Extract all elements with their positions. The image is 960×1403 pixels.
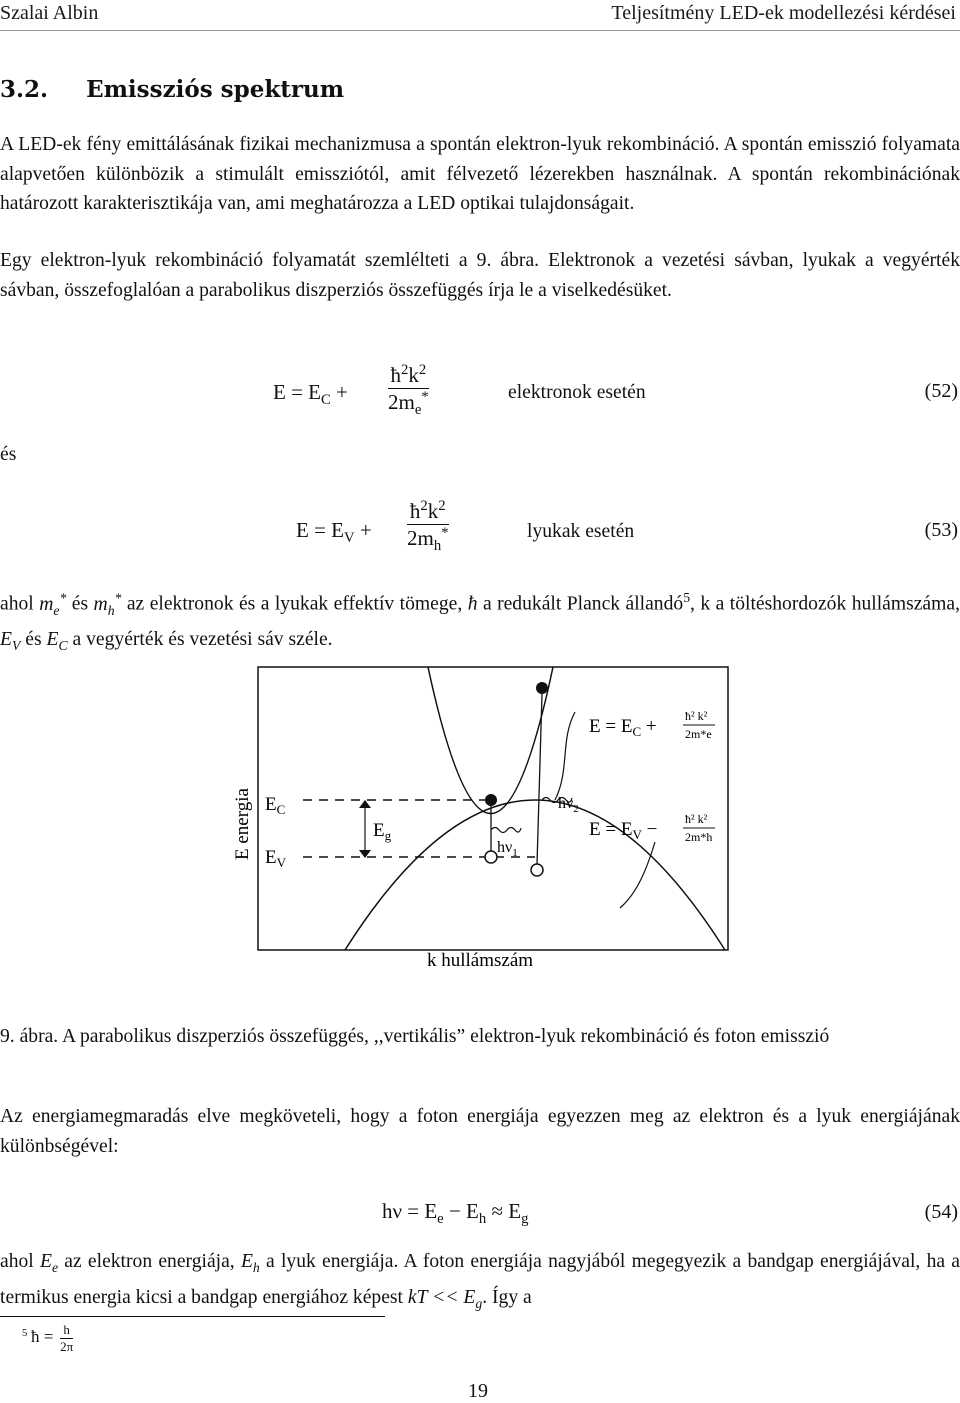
p3-text-b: és (71, 593, 89, 615)
hole-circle-low (531, 864, 543, 876)
p5-text-d: . Így a (482, 1286, 532, 1308)
ec-label: $E_C$ (265, 794, 286, 817)
p3-text-c: az elektronok és a lyukak effektív tömege, (126, 593, 463, 615)
caption-text: A parabolikus diszperziós összefüggés, ,,vertikális” elektron-lyuk rekombináció és foton emisszió (62, 1026, 830, 1047)
p3-text-e: , k a töltéshordozók hullámszáma, (690, 593, 960, 615)
ev-label: $E_V$ (265, 847, 286, 870)
electron-dot (485, 794, 497, 806)
section-title: Emissziós spektrum (86, 76, 345, 103)
equation-52: $E = E_C$ + $\frac{ħ^2k^2}{2m_e^*}$ (273, 362, 429, 419)
photon-1-wave (491, 828, 521, 833)
equation-53: $E = E_V$ + $\frac{ħ^2k^2}{2m_h^*}$ (296, 498, 449, 555)
paragraph-5: ahol $E_e$ az elektron energiája, $E_h$ a lyuk energiája. A foton energiája nagyjából megegyezik a bandgap energiájával, ha a termikus energia kicsi a bandgap energiához képest kT << $E_g$. Így a (0, 1251, 960, 1311)
equation-54: $h\nu = E_e - E_h \approx E_g$ (382, 1199, 529, 1228)
band-diagram-figure (225, 660, 765, 980)
equation-52-label: elektronok esetén (508, 382, 646, 403)
paragraph-4: Az energiamegmaradás elve megköveteli, hogy a foton energiája egyezzen meg az elektron és a lyuk energiájának különbségével: (0, 1106, 960, 1157)
hv2-label: $h\nu_2$ (558, 795, 579, 815)
paragraph-3: ahol $m_e^*$ és $m_h^*$ az elektronok és a lyukak effektív tömege, ħ a redukált Planck állandó$^5$, k a töltéshordozók hullámszáma, $E_V$ és $E_C$ a vegyérték és vezetési sáv széle. (0, 590, 960, 653)
eg-label: $E_g$ (373, 820, 392, 843)
p3-text-f: és (25, 629, 42, 651)
electron-dot-high (536, 682, 548, 694)
p5-text-a: ahol (0, 1251, 34, 1272)
page-number: 19 (468, 1380, 488, 1402)
equation-53-label: lyukak esetén (527, 521, 635, 542)
figure-frame (258, 667, 728, 950)
hv1-label: $h\nu_1$ (497, 839, 518, 859)
p3-text-d: a redukált Planck állandó (482, 593, 684, 615)
running-header-title: Teljesítmény LED-ek modellezési kérdései (611, 2, 956, 24)
svg-text:2m*h: 2m*h (685, 830, 713, 844)
running-header-author: Szalai Albin (0, 2, 99, 24)
footnote: $^5$ ħ = $\frac{h}{2\pi}$ (22, 1322, 74, 1354)
footnote-mark: 5 (22, 1327, 28, 1339)
p3-text-a: ahol (0, 593, 34, 615)
y-axis-label: E energia (232, 788, 253, 860)
ev-formula: $E = E_V$ − (589, 819, 658, 842)
paragraph-1: A LED-ek fény emittálásának fizikai mechanizmusa a spontán elektron-lyuk rekombináció. A spontán emisszió folyamata alapvetően különbözik a stimulált emissziótól, amit félvezető lézerekben használnak. A spontán rekombinációnak határozott karakterisztikája van, ami meghatározza a LED optikai tulajdonságait. (0, 134, 960, 215)
x-axis-label: k hullámszám (427, 950, 534, 971)
hole-circle (485, 851, 497, 863)
paragraph-2: Egy elektron-lyuk rekombináció folyamatát szemlélteti a 9. ábra. Elektronok a vezetési sávban, lyukak a vegyérték sávban, összefoglalóan a parabolikus diszperziós összefüggés írja le a viselkedésüket. (0, 250, 960, 301)
svg-text:ħ² k²: ħ² k² (685, 812, 708, 826)
pointer-ec (555, 712, 575, 800)
figure-caption (0, 1022, 960, 1052)
conduction-band-curve (428, 667, 553, 814)
svg-text:2m*e: 2m*e (685, 727, 712, 741)
section-number: 3.2. (0, 76, 49, 103)
transition-2 (537, 694, 542, 864)
footnote-rule (0, 1316, 385, 1317)
section-heading (0, 76, 344, 103)
equation-52-number: (52) (924, 380, 958, 402)
p5-text-c: a lyuk energiája. A foton energiája nagyjából megegyezik a bandgap energiájával, ha a termikus energia kicsi a bandgap energiához képest (0, 1251, 960, 1308)
header-rule (0, 30, 960, 31)
ec-formula: $E = E_C$ + (589, 716, 657, 739)
equation-54-number: (54) (924, 1201, 958, 1223)
p5-text-b: az elektron energiája, (64, 1251, 235, 1272)
caption-prefix: 9. ábra. (0, 1026, 59, 1047)
p3-text-g: a vegyérték és vezetési sáv széle. (72, 629, 333, 651)
svg-text:ħ² k²: ħ² k² (685, 709, 708, 723)
equation-53-number: (53) (924, 519, 958, 541)
conjunction-es: és (0, 444, 17, 465)
pointer-ev (620, 842, 655, 908)
